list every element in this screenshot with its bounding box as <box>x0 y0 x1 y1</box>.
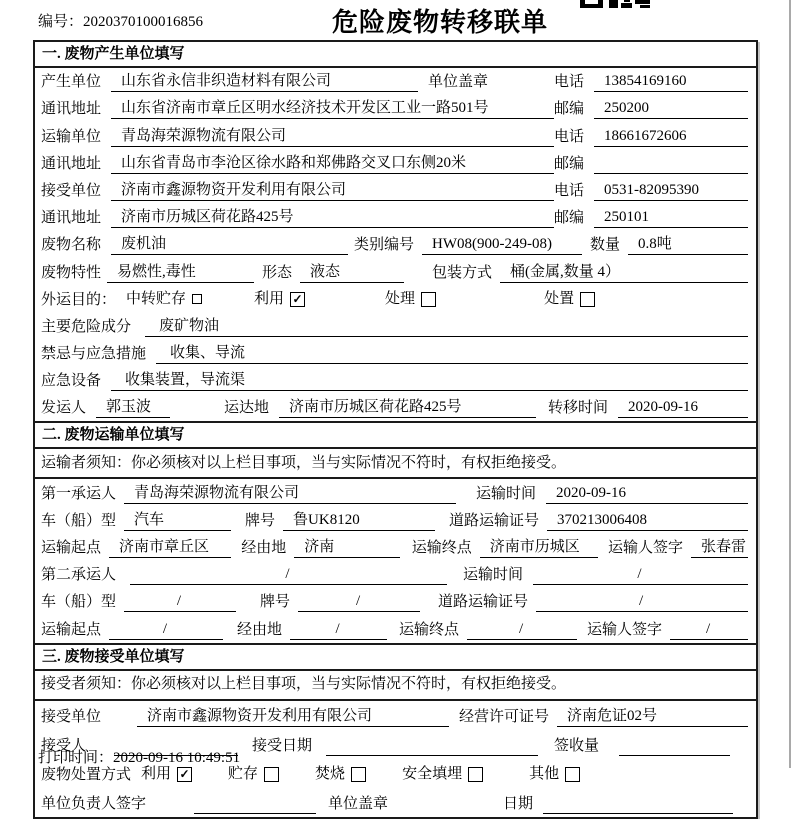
phone-label: 电话 <box>554 74 585 91</box>
disposal-option-incinerate <box>315 765 366 784</box>
option-label: 安全填埋 <box>402 766 463 783</box>
origin2-value: / <box>109 620 223 640</box>
section-receiver <box>35 643 756 818</box>
section2-header: 二. 废物运输单位填写 <box>35 423 756 449</box>
packing-label: 包装方式 <box>432 264 493 281</box>
vehicle-label: 车（船）型 <box>41 594 117 611</box>
date-label: 日期 <box>503 796 534 813</box>
waste-name-label: 废物名称 <box>41 237 102 254</box>
receive-date-value <box>326 755 538 756</box>
page-title: 危险废物转移联单 <box>332 8 549 37</box>
taboo-label: 禁忌与应急措施 <box>41 346 147 363</box>
producer-address-value: 山东省济南市章丘区明水经济技术开发区工业一路501号 <box>111 99 554 119</box>
transfer-time-value: 2020-09-16 <box>618 398 748 418</box>
end1-value: 济南市历城区 <box>480 538 598 558</box>
checkbox-checked <box>290 292 305 307</box>
dest-label: 运达地 <box>224 400 270 417</box>
row-carrier2 <box>35 561 756 588</box>
carrier1-label: 第一承运人 <box>41 485 117 502</box>
check-icon: ✓ <box>179 767 190 782</box>
checkbox-unchecked <box>351 767 366 782</box>
row-hazard <box>35 313 756 340</box>
receive-date-label: 接受日期 <box>252 737 313 754</box>
phone-label: 电话 <box>554 182 585 199</box>
manifest-form <box>33 40 758 819</box>
zip-label: 邮编 <box>554 210 585 227</box>
plate1-value: 鲁UK8120 <box>283 511 435 531</box>
via2-value: / <box>290 620 387 640</box>
section-transporter <box>35 421 756 642</box>
shipper-label: 发运人 <box>41 400 87 417</box>
vehicle-label: 车（船）型 <box>41 512 117 529</box>
receiver-notice: 接受者须知：你必须核对以上栏目事项，当与实际情况不符时，有权拒绝接受。 <box>35 671 756 701</box>
checkbox-unchecked <box>580 292 595 307</box>
page-edge-line <box>789 0 791 768</box>
hazard-value: 废矿物油 <box>145 317 748 337</box>
print-time-value: 2020-09-16 10:49:51 <box>113 750 241 766</box>
print-time-label: 打印时间： <box>38 750 114 766</box>
plate-label: 牌号 <box>245 512 276 529</box>
checkbox-unchecked <box>468 767 483 782</box>
end2-value: / <box>467 620 577 640</box>
vehicle1-value: 汽车 <box>124 511 231 531</box>
producer-zip-value: 250200 <box>594 99 748 119</box>
receiver-label: 接受单位 <box>41 182 102 199</box>
transfer-time-label: 转移时间 <box>548 400 609 417</box>
disposal-option-utilize <box>141 765 192 784</box>
purpose-option-transfer <box>126 290 202 309</box>
road-permit-label: 道路运输证号 <box>438 594 529 611</box>
receive-unit-label: 接受单位 <box>41 708 102 725</box>
qty-value: 0.8吨 <box>628 235 748 255</box>
traits-label: 废物特性 <box>41 264 102 281</box>
sign2-value: / <box>670 620 748 640</box>
license-value: 济南危证02号 <box>557 707 748 727</box>
checkbox-unchecked <box>192 294 202 304</box>
category-label: 类别编号 <box>354 237 415 254</box>
row-producer <box>35 68 756 95</box>
producer-phone-value: 13854169160 <box>594 72 748 92</box>
packing-value: 桶(金属,数量 4） <box>500 263 748 283</box>
option-label: 中转贮存 <box>126 290 187 307</box>
checkbox-checked <box>177 767 192 782</box>
row-taboo <box>35 340 756 367</box>
checkbox-unchecked <box>565 767 580 782</box>
origin1-value: 济南市章丘区 <box>109 538 231 558</box>
row-route1 <box>35 534 756 561</box>
producer-label: 产生单位 <box>41 74 102 91</box>
receive-qty-value <box>619 755 730 756</box>
head-sign-value <box>194 813 316 814</box>
category-value: HW08(900-249-08) <box>422 235 582 255</box>
receiver-zip-value: 250101 <box>594 208 748 228</box>
via-label: 经由地 <box>237 621 283 638</box>
zip-label: 邮编 <box>554 155 585 172</box>
license-label: 经营许可证号 <box>459 708 550 725</box>
option-label: 其他 <box>529 766 560 783</box>
carrier2-label: 第二承运人 <box>41 567 117 584</box>
date-value <box>543 813 733 814</box>
plate-label: 牌号 <box>260 594 291 611</box>
form-label: 形态 <box>262 264 293 281</box>
option-label: 焚烧 <box>315 766 346 783</box>
waste-name-value: 废机油 <box>111 235 348 255</box>
row-purpose <box>35 286 756 313</box>
row-shipper <box>35 394 756 421</box>
row-vehicle2 <box>35 588 756 615</box>
zip-label: 邮编 <box>554 101 585 118</box>
address-label: 通讯地址 <box>41 210 102 227</box>
shipper-value: 郭玉波 <box>96 398 170 418</box>
taboo-value: 收集、导流 <box>156 344 748 364</box>
road-permit-label: 道路运输证号 <box>449 512 540 529</box>
option-label: 处理 <box>385 290 416 307</box>
row-waste-name <box>35 231 756 258</box>
unit-seal-label: 单位盖章 <box>328 796 389 813</box>
sign1-value: 张春雷 <box>691 538 748 558</box>
sign-label: 运输人签字 <box>587 621 663 638</box>
row-producer-address <box>35 95 756 122</box>
carrier1-value: 青岛海荣源物流有限公司 <box>124 484 456 504</box>
disposal-option-store <box>228 765 279 784</box>
receive-person-label: 接受人 <box>41 737 87 754</box>
traits-value: 易燃性,毒性 <box>107 263 254 283</box>
row-equipment <box>35 367 756 394</box>
purpose-option-treat <box>385 290 436 309</box>
checkbox-unchecked <box>264 767 279 782</box>
receiver-phone-value: 0531-82095390 <box>594 181 748 201</box>
option-label: 利用 <box>254 290 285 307</box>
purpose-option-dispose <box>544 290 595 309</box>
doc-number <box>38 10 203 31</box>
road-permit1-value: 370213006408 <box>547 511 748 531</box>
dest-value: 济南市历城区荷花路425号 <box>279 398 536 418</box>
form-value: 液态 <box>300 263 404 283</box>
via1-value: 济南 <box>294 538 399 558</box>
disposal-option-other <box>529 765 580 784</box>
row-waste-traits <box>35 258 756 285</box>
transporter-zip-value <box>594 173 748 174</box>
equipment-value: 收集装置，导流渠 <box>111 371 748 391</box>
row-route2 <box>35 615 756 642</box>
time1-value: 2020-09-16 <box>546 484 748 504</box>
receiver-value: 济南市鑫源物资开发利用有限公司 <box>111 181 554 201</box>
transporter-label: 运输单位 <box>41 128 102 145</box>
print-time <box>38 746 240 767</box>
option-label: 贮存 <box>228 766 259 783</box>
address-label: 通讯地址 <box>41 155 102 172</box>
check-icon: ✓ <box>292 291 303 306</box>
section3-header: 三. 废物接受单位填写 <box>35 645 756 671</box>
time-label: 运输时间 <box>463 567 524 584</box>
address-label: 通讯地址 <box>41 101 102 118</box>
transporter-phone-value: 18661672606 <box>594 127 748 147</box>
road-permit2-value: / <box>536 592 748 612</box>
doc-number-label: 编号： <box>38 14 84 30</box>
option-label: 处置 <box>544 290 575 307</box>
qr-code-fragment <box>580 0 652 8</box>
producer-value: 山东省永信非织造材料有限公司 <box>111 72 418 92</box>
section1-header: 一. 废物产生单位填写 <box>35 42 756 68</box>
transporter-value: 青岛海荣源物流有限公司 <box>111 127 554 147</box>
row-vehicle1 <box>35 507 756 534</box>
via-label: 经由地 <box>241 540 287 556</box>
plate2-value: / <box>298 592 420 612</box>
row-head-sign <box>35 788 756 817</box>
phone-label: 电话 <box>554 128 585 145</box>
receive-qty-label: 签收量 <box>554 737 600 754</box>
checkbox-unchecked <box>421 292 436 307</box>
purpose-label: 外运目的： <box>41 291 117 308</box>
equipment-label: 应急设备 <box>41 373 102 390</box>
section-producer <box>35 42 756 421</box>
row-transporter-address <box>35 150 756 177</box>
receiver-address-value: 济南市历城区荷花路425号 <box>111 208 554 228</box>
disposal-option-landfill <box>402 765 483 784</box>
row-receiver <box>35 177 756 204</box>
sign-label: 运输人签字 <box>607 540 683 556</box>
qty-label: 数量 <box>590 237 621 254</box>
time-label: 运输时间 <box>476 485 537 502</box>
option-label: 利用 <box>141 766 172 783</box>
head-sign-label: 单位负责人签字 <box>41 796 147 813</box>
seal-label: 单位盖章 <box>428 74 489 91</box>
end-label: 运输终点 <box>399 621 460 638</box>
purpose-option-utilize <box>254 290 305 309</box>
vehicle2-value: / <box>124 592 236 612</box>
hazard-label: 主要危险成分 <box>41 318 132 335</box>
origin-label: 运输起点 <box>41 540 102 556</box>
row-carrier1 <box>35 479 756 506</box>
receive-unit-value: 济南市鑫源物资开发利用有限公司 <box>137 707 449 727</box>
carrier2-value: / <box>130 565 447 585</box>
row-receiver-address <box>35 204 756 231</box>
doc-number-value: 2020370100016856 <box>83 14 204 30</box>
origin-label: 运输起点 <box>41 621 102 638</box>
row-receive-unit <box>35 701 756 730</box>
end-label: 运输终点 <box>411 540 472 556</box>
transporter-address-value: 山东省青岛市李沧区徐水路和郑佛路交叉口东侧20米 <box>111 154 554 174</box>
row-transporter <box>35 122 756 149</box>
disposal-label: 废物处置方式 <box>41 767 132 784</box>
transporter-notice: 运输者须知：你必须核对以上栏目事项，当与实际情况不符时，有权拒绝接受。 <box>35 449 756 479</box>
time2-value: / <box>533 565 748 585</box>
